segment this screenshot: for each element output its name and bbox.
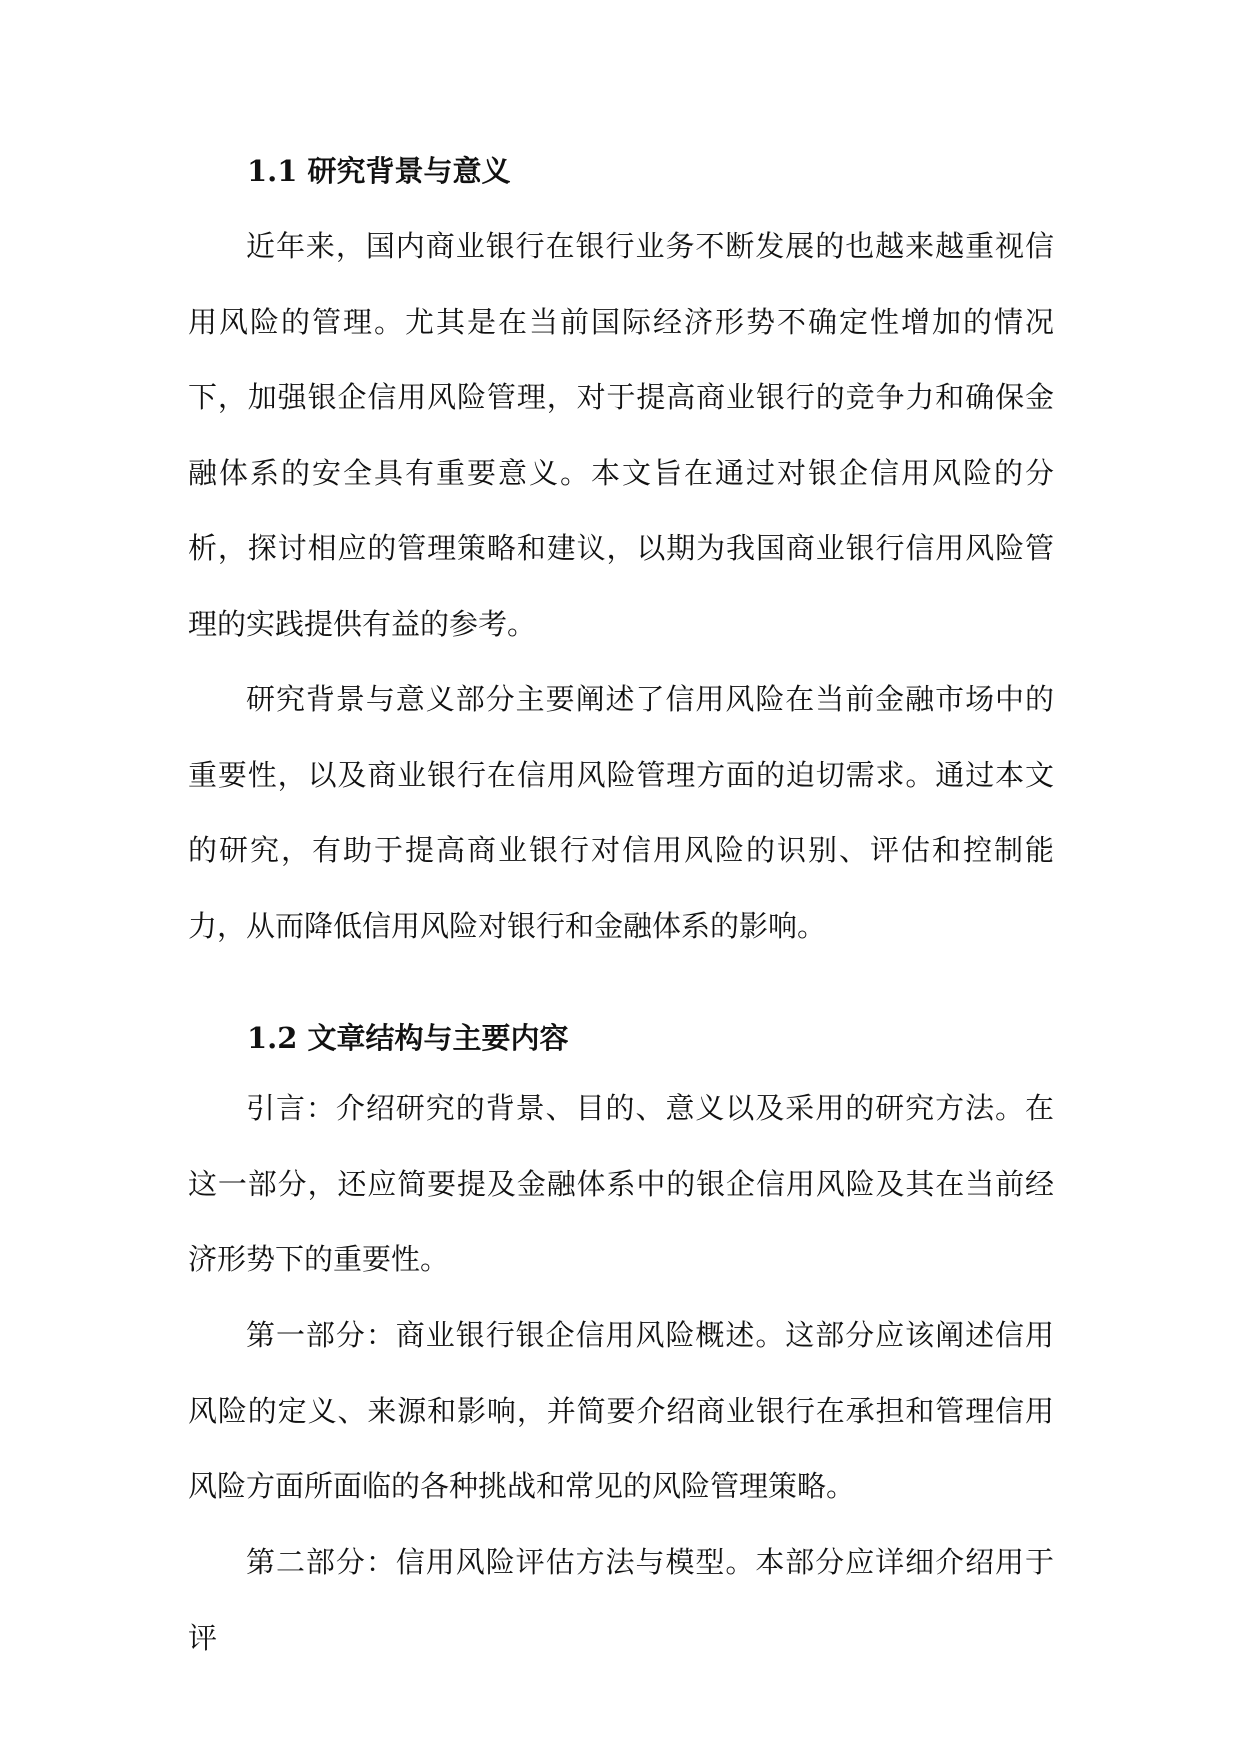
section-heading-1-2: 1.2 文章结构与主要内容 [247,1021,569,1055]
paragraph: 研究背景与意义部分主要阐述了信用风险在当前金融市场中的重要性，以及商业银行在信用风险管理方面的迫切需求。通过本文的研究，有助于提高商业银行对信用风险的识别、评估和控制能力，从而降低信用风险对银行和金融体系的影响。 [188,682,1054,943]
paragraph: 第一部分：商业银行银企信用风险概述。这部分应该阐述信用风险的定义、来源和影响，并简要介绍商业银行在承担和管理信用风险方面所面临的各种挑战和常见的风险管理策略。 [188,1318,1054,1503]
paragraph: 第二部分：信用风险评估方法与模型。本部分应详细介绍用于评 [188,1545,1054,1655]
section-heading-1-1: 1.1 研究背景与意义 [247,154,511,188]
paragraph: 引言：介绍研究的背景、目的、意义以及采用的研究方法。在这一部分，还应简要提及金融体系中的银企信用风险及其在当前经济形势下的重要性。 [188,1091,1054,1276]
paragraph: 近年来，国内商业银行在银行业务不断发展的也越来越重视信用风险的管理。尤其是在当前国际经济形势不确定性增加的情况下，加强银企信用风险管理，对于提高商业银行的竞争力和确保金融体系的安全具有重要意义。本文旨在通过对银企信用风险的分析，探讨相应的管理策略和建议，以期为我国商业银行信用风险管理的实践提供有益的参考。 [188,229,1054,641]
